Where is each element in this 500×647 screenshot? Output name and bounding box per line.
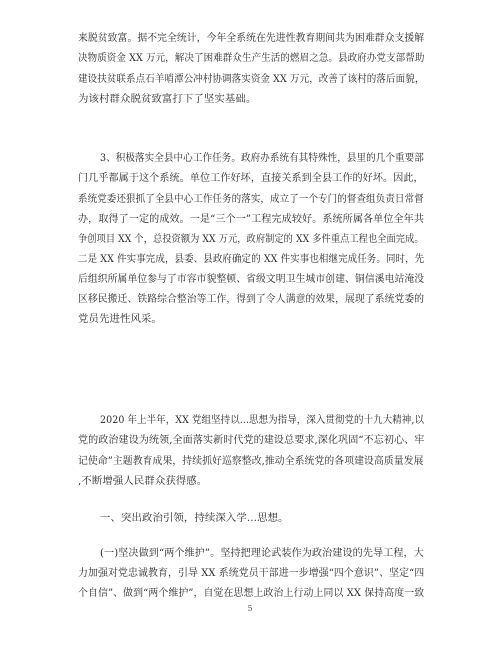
text-line: 二是 XX 件实事完成，县委、县政府确定的 XX 件实事也相继完成任务。同时，先 (78, 253, 425, 265)
text-line: 党员先进性风采。 (78, 313, 162, 325)
text-line: 力加强对党忠诚教育，引导 XX 系统党员干部进一步增强“四个意识”、坚定“四 (78, 567, 425, 579)
text-line: (一)坚决做到“两个维护”。坚持把理论武装作为政治建设的先导工程，大 (100, 547, 424, 559)
text-line: 建设扶贫联系点石羊哨潭公冲村协调落实资金 XX 万元，改善了该村的落后面貌， (78, 73, 425, 85)
text-line: 门几乎都属于这个系统。单位工作好坏，直接关系到全县工作的好坏。因此， (78, 172, 424, 184)
page-number: 5 (247, 604, 253, 613)
text-line: 为该村群众脱贫致富打下了坚实基础。 (78, 93, 257, 105)
text-line: 来脱贫致富。据不完全统计，今年全系统在先进性教育期间共为困难群众支援解 (78, 32, 425, 44)
text-line: ,不断增强人民群众获得感。 (78, 475, 208, 487)
text-line: 记使命”主题教育成果，持续抓好巡察整改,推动全系统党的各项建设高质量发展 (78, 455, 424, 467)
text-line: 办，取得了一定的成效。一是“三个一”工程完成较好。系统所属各单位全年共 (78, 213, 425, 225)
text-line: 区移民搬迁、铁路综合整治等工作，得到了令人满意的效果，展现了系统党委的 (78, 293, 425, 305)
heading-line: 一、突出政治引领，持续深入学...思想。 (100, 512, 289, 524)
text-line: 争创项目 XX 个，总投资额为 XX 万元，政府制定的 XX 多件重点工程也全面完成。 (78, 233, 424, 245)
text-line: 个自信”、做到“两个维护”，自觉在思想上政治上行动上同以 XX 保持高度一致 (78, 587, 425, 599)
text-line: 系统党委还狠抓了全县中心工作任务的落实，成立了一个专门的督查组负责日常督 (78, 193, 424, 205)
text-line: 2020 年上半年，XX 党组坚持以...思想为指导，深入贯彻党的十九大精神,以 (100, 414, 424, 426)
text-line: 决物质资金 XX 万元，解决了困难群众生产生活的燃眉之急。县政府办党支部帮助 (78, 52, 425, 64)
text-line: 3、积极落实全县中心工作任务。政府办系统有其特殊性，县里的几个重要部 (100, 152, 424, 164)
text-line: 后组织所属单位参与了市容市貌整顿、省级文明卫生城市创建、铜信溪电站淹没 (78, 273, 425, 285)
text-line: 党的政治建设为统领,全面落实新时代党的建设总要求,深化巩固“不忘初心、牢 (78, 434, 425, 446)
